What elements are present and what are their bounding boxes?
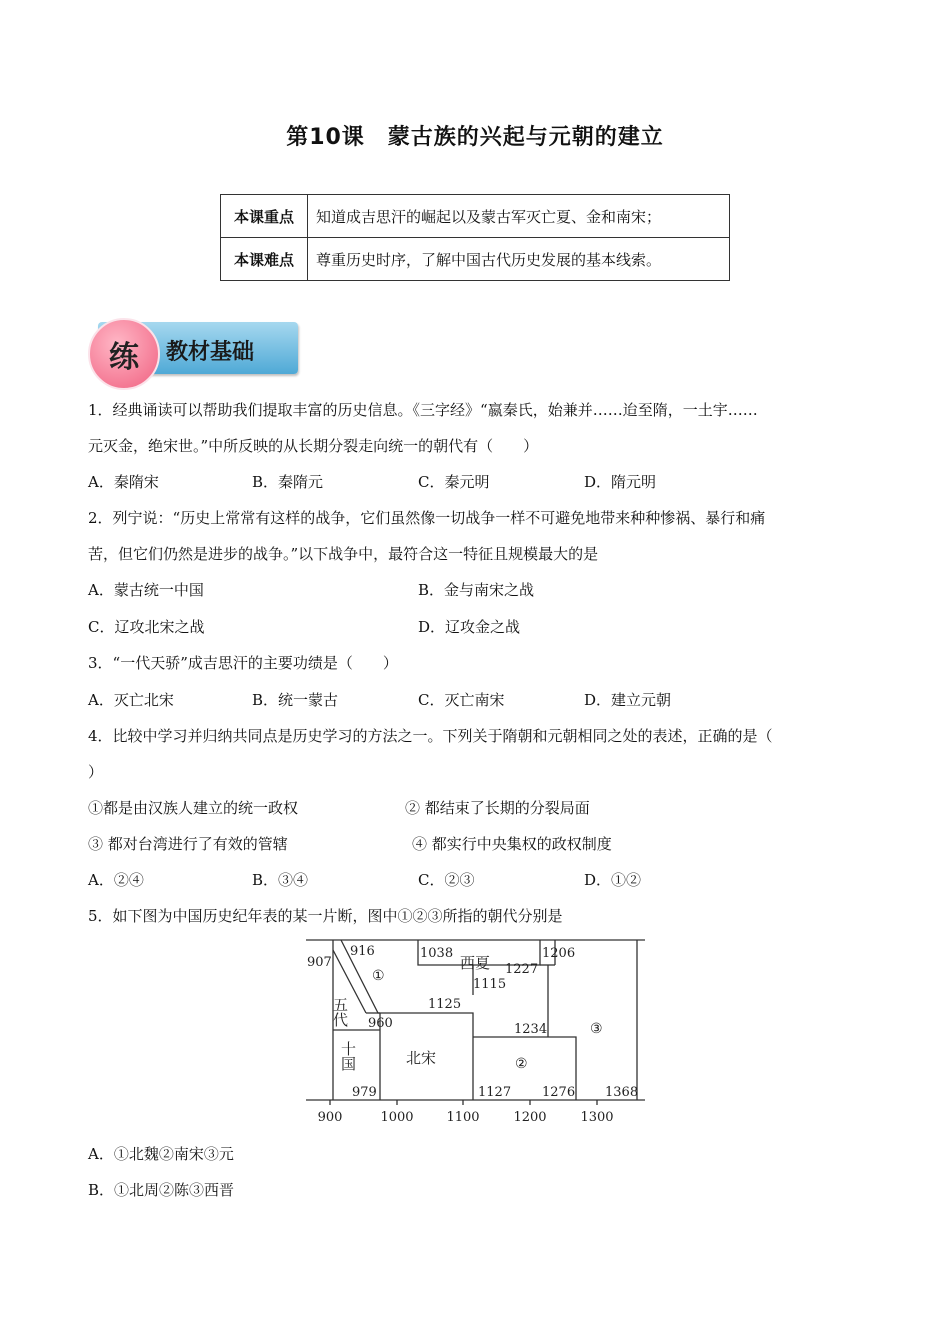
region-2-marker: ② bbox=[515, 1056, 528, 1072]
chronology-chart bbox=[300, 935, 650, 1130]
x-tick-label: 1200 bbox=[513, 1110, 547, 1125]
q4-text-line2: ） bbox=[88, 763, 104, 781]
q1-text-line2: 元灭金，绝宋世。”中所反映的从长期分裂走向统一的朝代有（ ） bbox=[88, 437, 539, 455]
practice-badge: 练 bbox=[88, 318, 160, 390]
year-1276: 1276 bbox=[542, 1085, 576, 1100]
q4-statement-2: ② 都结束了长期的分裂局面 bbox=[405, 799, 590, 817]
q2-option-c[interactable]: C．辽攻北宋之战 bbox=[88, 618, 205, 636]
q4-option-c[interactable]: C．②③ bbox=[418, 871, 475, 889]
x-tick-label: 1000 bbox=[380, 1110, 414, 1125]
year-1115: 1115 bbox=[473, 977, 507, 992]
key-points-table bbox=[220, 194, 730, 281]
q3-option-b[interactable]: B．统一蒙古 bbox=[252, 691, 339, 709]
region-3-marker: ③ bbox=[590, 1021, 603, 1037]
q4-text-line1: 4．比较中学习并归纳共同点是历史学习的方法之一。下列关于隋朝和元朝相同之处的表述，正确的是（ bbox=[88, 727, 773, 745]
q1-option-b[interactable]: B．秦隋元 bbox=[252, 473, 324, 491]
section-label: 教材基础 bbox=[166, 340, 255, 365]
q2-option-a[interactable]: A．蒙古统一中国 bbox=[88, 581, 204, 599]
x-tick-label: 1100 bbox=[446, 1110, 480, 1125]
q4-option-d[interactable]: D．①② bbox=[584, 871, 642, 889]
difficult-point-text: 尊重历史时序，了解中国古代历史发展的基本线索。 bbox=[308, 238, 730, 281]
year-907: 907 bbox=[307, 955, 332, 970]
year-1125: 1125 bbox=[428, 997, 462, 1012]
q5-option-b[interactable]: B．①北周②陈③西晋 bbox=[88, 1181, 235, 1199]
year-1227: 1227 bbox=[505, 962, 539, 977]
q4-statement-3: ③ 都对台湾进行了有效的管辖 bbox=[88, 835, 288, 853]
q2-option-b[interactable]: B．金与南宋之战 bbox=[418, 581, 535, 599]
q1-option-d[interactable]: D．隋元明 bbox=[584, 473, 657, 491]
q1-option-a[interactable]: A．秦隋宋 bbox=[88, 473, 159, 491]
year-1038: 1038 bbox=[420, 946, 454, 961]
region-1-boundary bbox=[341, 940, 473, 1100]
q2-option-d[interactable]: D．辽攻金之战 bbox=[418, 618, 521, 636]
year-1234: 1234 bbox=[514, 1022, 548, 1037]
q1-text-line1: 1．经典诵读可以帮助我们提取丰富的历史信息。《三字经》“嬴秦氏，始兼并……迨至隋，一土宇…… bbox=[88, 401, 758, 419]
q3-option-d[interactable]: D．建立元朝 bbox=[584, 691, 672, 709]
q4-statement-1: ①都是由汉族人建立的统一政权 bbox=[88, 799, 299, 817]
q1-option-c[interactable]: C．秦元明 bbox=[418, 473, 490, 491]
year-1206: 1206 bbox=[542, 946, 576, 961]
q4-option-a[interactable]: A．②④ bbox=[88, 871, 144, 889]
q2-text-line1: 2．列宁说：“历史上常常有这样的战争，它们虽然像一切战争一样不可避免地带来种种惨祸、暴行和痛 bbox=[88, 509, 766, 527]
x-tick-label: 1300 bbox=[580, 1110, 614, 1125]
key-point-text: 知道成吉思汗的崛起以及蒙古军灭亡夏、金和南宋； bbox=[308, 195, 730, 238]
q3-option-a[interactable]: A．灭亡北宋 bbox=[88, 691, 174, 709]
year-1127: 1127 bbox=[478, 1085, 512, 1100]
xixia-label: 西夏 bbox=[460, 954, 491, 972]
q5-option-a[interactable]: A．①北魏②南宋③元 bbox=[88, 1145, 234, 1163]
wudai-label: 五代 bbox=[331, 997, 349, 1027]
q5-text-line1: 5．如下图为中国历史纪年表的某一片断，图中①②③所指的朝代分别是 bbox=[88, 907, 563, 925]
region-1-marker: ① bbox=[372, 968, 385, 984]
q3-text-line1: 3．“一代天骄”成吉思汗的主要功绩是（ ） bbox=[88, 654, 398, 672]
x-tick-label: 900 bbox=[317, 1110, 343, 1125]
q4-option-b[interactable]: B．③④ bbox=[252, 871, 309, 889]
beisong-label: 北宋 bbox=[406, 1049, 437, 1067]
year-960: 960 bbox=[368, 1016, 393, 1031]
q3-option-c[interactable]: C．灭亡南宋 bbox=[418, 691, 505, 709]
key-point-label: 本课重点 bbox=[221, 195, 308, 238]
section-banner bbox=[88, 318, 300, 378]
year-1368: 1368 bbox=[605, 1085, 639, 1100]
key-point-row bbox=[221, 195, 730, 238]
year-979: 979 bbox=[352, 1085, 377, 1100]
shiguo-label: 十国 bbox=[339, 1041, 357, 1071]
q4-statement-4: ④ 都实行中央集权的政权制度 bbox=[412, 835, 612, 853]
page-title: 第10课 蒙古族的兴起与元朝的建立 bbox=[286, 125, 664, 150]
year-916: 916 bbox=[350, 944, 375, 959]
difficult-point-row bbox=[221, 238, 730, 281]
q2-text-line2: 苦，但它们仍然是进步的战争。”以下战争中，最符合这一特征且规模最大的是 bbox=[88, 545, 599, 563]
difficult-point-label: 本课难点 bbox=[221, 238, 308, 281]
